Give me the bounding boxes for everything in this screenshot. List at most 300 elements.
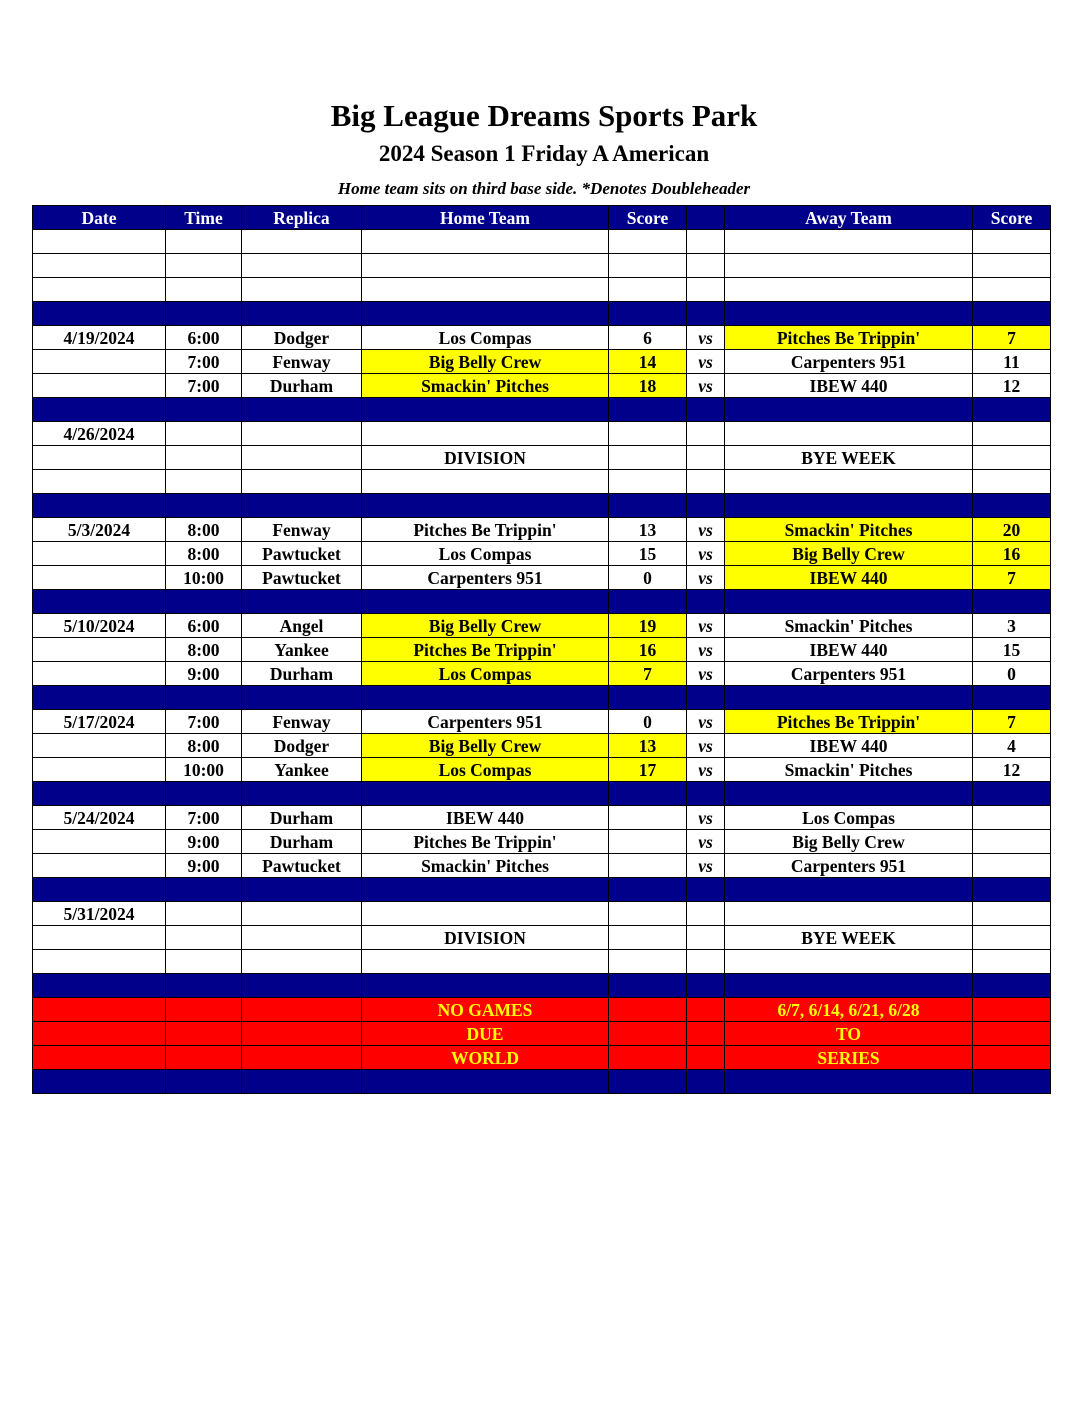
cell-replica: Dodger	[242, 734, 362, 758]
cell-away-score: 20	[973, 518, 1051, 542]
cell-home-score	[609, 1046, 687, 1070]
cell-away-score: 7	[973, 566, 1051, 590]
cell-vs: vs	[687, 350, 725, 374]
cell-away-team: Smackin' Pitches	[725, 518, 973, 542]
cell-vs	[687, 950, 725, 974]
cell-away-score: 3	[973, 614, 1051, 638]
cell-home-score	[609, 398, 687, 422]
separator-row	[33, 1070, 1051, 1094]
cell-away-team: Pitches Be Trippin'	[725, 326, 973, 350]
cell-home-score: 0	[609, 566, 687, 590]
cell-away-score: 16	[973, 542, 1051, 566]
cell-time	[166, 302, 242, 326]
cell-away-team	[725, 494, 973, 518]
cell-away-team	[725, 782, 973, 806]
cell-time	[166, 254, 242, 278]
cell-home-score	[609, 302, 687, 326]
separator-row	[33, 398, 1051, 422]
cell-time	[166, 1046, 242, 1070]
game-row	[33, 446, 1051, 470]
cell-away-score: 15	[973, 638, 1051, 662]
cell-vs	[687, 1046, 725, 1070]
header-home-team: Home Team	[362, 206, 609, 230]
cell-away-team	[725, 278, 973, 302]
cell-home-score: 18	[609, 374, 687, 398]
cell-away-score	[973, 854, 1051, 878]
cell-replica	[242, 278, 362, 302]
cell-replica	[242, 422, 362, 446]
cell-away-team: TO	[725, 1022, 973, 1046]
cell-time	[166, 926, 242, 950]
cell-away-team: IBEW 440	[725, 566, 973, 590]
cell-away-score	[973, 494, 1051, 518]
cell-home-score: 13	[609, 734, 687, 758]
cell-home-team: Los Compas	[362, 326, 609, 350]
cell-away-team: Los Compas	[725, 806, 973, 830]
cell-replica: Durham	[242, 806, 362, 830]
cell-away-score	[973, 470, 1051, 494]
cell-time	[166, 686, 242, 710]
cell-vs: vs	[687, 662, 725, 686]
cell-date: 5/31/2024	[33, 902, 166, 926]
cell-away-team	[725, 230, 973, 254]
cell-replica	[242, 878, 362, 902]
cell-home-team	[362, 470, 609, 494]
cell-replica	[242, 1046, 362, 1070]
header-time: Time	[166, 206, 242, 230]
cell-date	[33, 782, 166, 806]
cell-home-team: Smackin' Pitches	[362, 854, 609, 878]
cell-away-team: Carpenters 951	[725, 662, 973, 686]
cell-time	[166, 398, 242, 422]
cell-vs	[687, 230, 725, 254]
cell-time	[166, 950, 242, 974]
cell-home-score	[609, 494, 687, 518]
header-row	[33, 206, 1051, 230]
cell-home-score: 14	[609, 350, 687, 374]
cell-home-team: Big Belly Crew	[362, 614, 609, 638]
header-away-team: Away Team	[725, 206, 973, 230]
cell-date	[33, 686, 166, 710]
cell-home-team	[362, 422, 609, 446]
cell-date	[33, 950, 166, 974]
cell-replica: Angel	[242, 614, 362, 638]
cell-vs: vs	[687, 566, 725, 590]
cell-home-team	[362, 782, 609, 806]
cell-home-team: Los Compas	[362, 662, 609, 686]
cell-home-team	[362, 494, 609, 518]
page-subtitle: 2024 Season 1 Friday A American	[378, 141, 710, 166]
cell-vs: vs	[687, 854, 725, 878]
cell-time: 10:00	[166, 566, 242, 590]
cell-home-score	[609, 230, 687, 254]
cell-replica	[242, 1022, 362, 1046]
cell-home-team	[362, 878, 609, 902]
cell-home-team: Pitches Be Trippin'	[362, 638, 609, 662]
cell-date	[33, 278, 166, 302]
blank-row	[33, 278, 1051, 302]
cell-away-score	[973, 902, 1051, 926]
cell-vs	[687, 422, 725, 446]
cell-time	[166, 494, 242, 518]
cell-away-team	[725, 398, 973, 422]
cell-date	[33, 302, 166, 326]
cell-time	[166, 422, 242, 446]
game-row	[33, 830, 1051, 854]
cell-away-score	[973, 590, 1051, 614]
cell-away-score	[973, 422, 1051, 446]
cell-time	[166, 470, 242, 494]
cell-date	[33, 926, 166, 950]
cell-vs: vs	[687, 710, 725, 734]
game-row	[33, 710, 1051, 734]
cell-away-score	[973, 398, 1051, 422]
cell-date	[33, 230, 166, 254]
cell-home-score: 19	[609, 614, 687, 638]
cell-replica	[242, 302, 362, 326]
cell-away-score	[973, 926, 1051, 950]
blank-row	[33, 470, 1051, 494]
cell-away-team	[725, 422, 973, 446]
cell-home-team: Smackin' Pitches	[362, 374, 609, 398]
cell-time	[166, 974, 242, 998]
cell-date	[33, 494, 166, 518]
cell-time	[166, 446, 242, 470]
cell-replica: Yankee	[242, 758, 362, 782]
cell-away-score: 4	[973, 734, 1051, 758]
cell-time: 6:00	[166, 326, 242, 350]
cell-away-team	[725, 686, 973, 710]
cell-date	[33, 398, 166, 422]
cell-home-team: DIVISION	[362, 446, 609, 470]
cell-vs: vs	[687, 734, 725, 758]
cell-vs	[687, 302, 725, 326]
cell-time: 7:00	[166, 350, 242, 374]
cell-away-score	[973, 782, 1051, 806]
cell-home-team: Carpenters 951	[362, 710, 609, 734]
cell-home-score: 6	[609, 326, 687, 350]
cell-time	[166, 782, 242, 806]
cell-home-score	[609, 254, 687, 278]
cell-home-score	[609, 446, 687, 470]
game-row	[33, 374, 1051, 398]
schedule-table	[32, 205, 1051, 1094]
game-row	[33, 734, 1051, 758]
cell-time	[166, 590, 242, 614]
cell-home-team	[362, 974, 609, 998]
cell-home-team: DIVISION	[362, 926, 609, 950]
cell-replica	[242, 950, 362, 974]
cell-home-team: WORLD	[362, 1046, 609, 1070]
cell-home-score	[609, 878, 687, 902]
cell-away-team	[725, 254, 973, 278]
cell-replica	[242, 974, 362, 998]
cell-home-score: 7	[609, 662, 687, 686]
cell-home-score	[609, 1070, 687, 1094]
blank-row	[33, 230, 1051, 254]
cell-vs	[687, 878, 725, 902]
cell-away-team	[725, 470, 973, 494]
cell-date	[33, 998, 166, 1022]
cell-away-score	[973, 446, 1051, 470]
game-row	[33, 638, 1051, 662]
separator-row	[33, 302, 1051, 326]
cell-home-score	[609, 782, 687, 806]
cell-time: 9:00	[166, 830, 242, 854]
cell-date	[33, 734, 166, 758]
cell-away-score	[973, 230, 1051, 254]
cell-replica: Pawtucket	[242, 854, 362, 878]
cell-away-team: IBEW 440	[725, 638, 973, 662]
cell-home-score	[609, 950, 687, 974]
header-home-score: Score	[609, 206, 687, 230]
cell-away-score	[973, 878, 1051, 902]
cell-vs	[687, 782, 725, 806]
cell-away-team: SERIES	[725, 1046, 973, 1070]
cell-date: 4/19/2024	[33, 326, 166, 350]
cell-replica	[242, 782, 362, 806]
cell-replica: Durham	[242, 374, 362, 398]
cell-replica: Fenway	[242, 710, 362, 734]
cell-away-score	[973, 302, 1051, 326]
cell-vs: vs	[687, 614, 725, 638]
cell-time: 8:00	[166, 518, 242, 542]
cell-replica	[242, 926, 362, 950]
cell-away-team	[725, 950, 973, 974]
cell-away-score	[973, 254, 1051, 278]
game-row	[33, 758, 1051, 782]
cell-time: 6:00	[166, 614, 242, 638]
cell-vs	[687, 998, 725, 1022]
cell-away-score	[973, 1046, 1051, 1070]
cell-home-score	[609, 854, 687, 878]
cell-date	[33, 1022, 166, 1046]
cell-home-team	[362, 278, 609, 302]
cell-time	[166, 998, 242, 1022]
cell-home-team	[362, 254, 609, 278]
cell-date: 5/17/2024	[33, 710, 166, 734]
cell-away-score: 7	[973, 710, 1051, 734]
cell-date	[33, 662, 166, 686]
cell-vs	[687, 494, 725, 518]
cell-date	[33, 542, 166, 566]
cell-home-score: 0	[609, 710, 687, 734]
separator-row	[33, 494, 1051, 518]
cell-replica	[242, 254, 362, 278]
cell-replica	[242, 446, 362, 470]
separator-row	[33, 974, 1051, 998]
cell-replica: Pawtucket	[242, 542, 362, 566]
cell-away-team: Big Belly Crew	[725, 830, 973, 854]
cell-replica	[242, 686, 362, 710]
cell-vs: vs	[687, 638, 725, 662]
cell-replica	[242, 1070, 362, 1094]
cell-away-team: Carpenters 951	[725, 350, 973, 374]
cell-time	[166, 1022, 242, 1046]
cell-time	[166, 902, 242, 926]
game-row	[33, 854, 1051, 878]
cell-vs	[687, 278, 725, 302]
cell-vs	[687, 686, 725, 710]
cell-time	[166, 230, 242, 254]
cell-away-score: 0	[973, 662, 1051, 686]
cell-date	[33, 470, 166, 494]
page-note: Home team sits on third base side. *Denotes Doubleheader	[337, 179, 751, 198]
cell-home-team	[362, 230, 609, 254]
cell-replica	[242, 230, 362, 254]
cell-date	[33, 758, 166, 782]
cell-replica	[242, 998, 362, 1022]
cell-vs: vs	[687, 830, 725, 854]
cell-replica: Dodger	[242, 326, 362, 350]
cell-vs: vs	[687, 806, 725, 830]
cell-away-score	[973, 806, 1051, 830]
cell-replica	[242, 470, 362, 494]
cell-date	[33, 638, 166, 662]
cell-home-team: NO GAMES	[362, 998, 609, 1022]
cell-time: 8:00	[166, 542, 242, 566]
cell-time: 8:00	[166, 734, 242, 758]
cell-away-team	[725, 974, 973, 998]
game-row	[33, 806, 1051, 830]
cell-time: 7:00	[166, 374, 242, 398]
game-row	[33, 326, 1051, 350]
cell-vs: vs	[687, 374, 725, 398]
game-row	[33, 542, 1051, 566]
cell-replica	[242, 398, 362, 422]
cell-away-team: 6/7, 6/14, 6/21, 6/28	[725, 998, 973, 1022]
notice-row	[33, 1046, 1051, 1070]
cell-home-score: 15	[609, 542, 687, 566]
cell-home-score	[609, 590, 687, 614]
cell-vs: vs	[687, 326, 725, 350]
cell-date: 5/3/2024	[33, 518, 166, 542]
cell-date	[33, 1046, 166, 1070]
cell-time: 7:00	[166, 806, 242, 830]
cell-vs	[687, 926, 725, 950]
cell-date	[33, 1070, 166, 1094]
cell-replica: Yankee	[242, 638, 362, 662]
cell-replica: Fenway	[242, 350, 362, 374]
cell-away-score	[973, 974, 1051, 998]
cell-away-team: Carpenters 951	[725, 854, 973, 878]
cell-away-score: 12	[973, 374, 1051, 398]
cell-away-score	[973, 1022, 1051, 1046]
cell-time: 9:00	[166, 854, 242, 878]
cell-away-score	[973, 830, 1051, 854]
cell-vs	[687, 590, 725, 614]
cell-away-team	[725, 878, 973, 902]
notice-row	[33, 1022, 1051, 1046]
cell-date: 5/24/2024	[33, 806, 166, 830]
cell-away-score: 7	[973, 326, 1051, 350]
cell-vs	[687, 446, 725, 470]
cell-home-team	[362, 1070, 609, 1094]
cell-home-team	[362, 302, 609, 326]
cell-date	[33, 830, 166, 854]
cell-date	[33, 350, 166, 374]
cell-date	[33, 374, 166, 398]
header-vs	[687, 206, 725, 230]
header-away-score: Score	[973, 206, 1051, 230]
cell-away-team: Pitches Be Trippin'	[725, 710, 973, 734]
cell-home-score: 17	[609, 758, 687, 782]
cell-time: 9:00	[166, 662, 242, 686]
cell-away-team: BYE WEEK	[725, 926, 973, 950]
cell-time: 8:00	[166, 638, 242, 662]
header-replica: Replica	[242, 206, 362, 230]
cell-date	[33, 878, 166, 902]
cell-away-score: 11	[973, 350, 1051, 374]
game-row	[33, 614, 1051, 638]
cell-vs	[687, 1022, 725, 1046]
game-row	[33, 518, 1051, 542]
cell-time: 10:00	[166, 758, 242, 782]
cell-away-score	[973, 278, 1051, 302]
header-date: Date	[33, 206, 166, 230]
cell-away-score	[973, 950, 1051, 974]
cell-home-team: Pitches Be Trippin'	[362, 518, 609, 542]
cell-vs: vs	[687, 758, 725, 782]
cell-home-score	[609, 686, 687, 710]
cell-home-score	[609, 926, 687, 950]
cell-away-team: BYE WEEK	[725, 446, 973, 470]
cell-home-team: Los Compas	[362, 542, 609, 566]
cell-vs	[687, 254, 725, 278]
cell-vs: vs	[687, 518, 725, 542]
cell-home-score: 16	[609, 638, 687, 662]
cell-time: 7:00	[166, 710, 242, 734]
cell-home-team	[362, 590, 609, 614]
cell-replica: Durham	[242, 662, 362, 686]
cell-away-team	[725, 302, 973, 326]
cell-home-team	[362, 686, 609, 710]
notice-row	[33, 998, 1051, 1022]
cell-away-team	[725, 1070, 973, 1094]
cell-home-team	[362, 950, 609, 974]
cell-time	[166, 278, 242, 302]
cell-home-score	[609, 830, 687, 854]
cell-replica	[242, 494, 362, 518]
cell-home-team: Los Compas	[362, 758, 609, 782]
game-row	[33, 902, 1051, 926]
cell-replica	[242, 902, 362, 926]
cell-home-team	[362, 902, 609, 926]
cell-date	[33, 590, 166, 614]
game-row	[33, 566, 1051, 590]
cell-home-team	[362, 398, 609, 422]
cell-vs	[687, 1070, 725, 1094]
cell-away-score	[973, 686, 1051, 710]
cell-replica: Fenway	[242, 518, 362, 542]
cell-home-team: Carpenters 951	[362, 566, 609, 590]
cell-away-score	[973, 1070, 1051, 1094]
cell-date: 4/26/2024	[33, 422, 166, 446]
cell-vs: vs	[687, 542, 725, 566]
cell-away-team: Big Belly Crew	[725, 542, 973, 566]
cell-home-score: 13	[609, 518, 687, 542]
cell-away-team: IBEW 440	[725, 374, 973, 398]
game-row	[33, 422, 1051, 446]
cell-time	[166, 1070, 242, 1094]
cell-date	[33, 254, 166, 278]
cell-away-score	[973, 998, 1051, 1022]
cell-away-team: Smackin' Pitches	[725, 614, 973, 638]
game-row	[33, 350, 1051, 374]
cell-vs	[687, 398, 725, 422]
cell-replica: Durham	[242, 830, 362, 854]
cell-away-score: 12	[973, 758, 1051, 782]
